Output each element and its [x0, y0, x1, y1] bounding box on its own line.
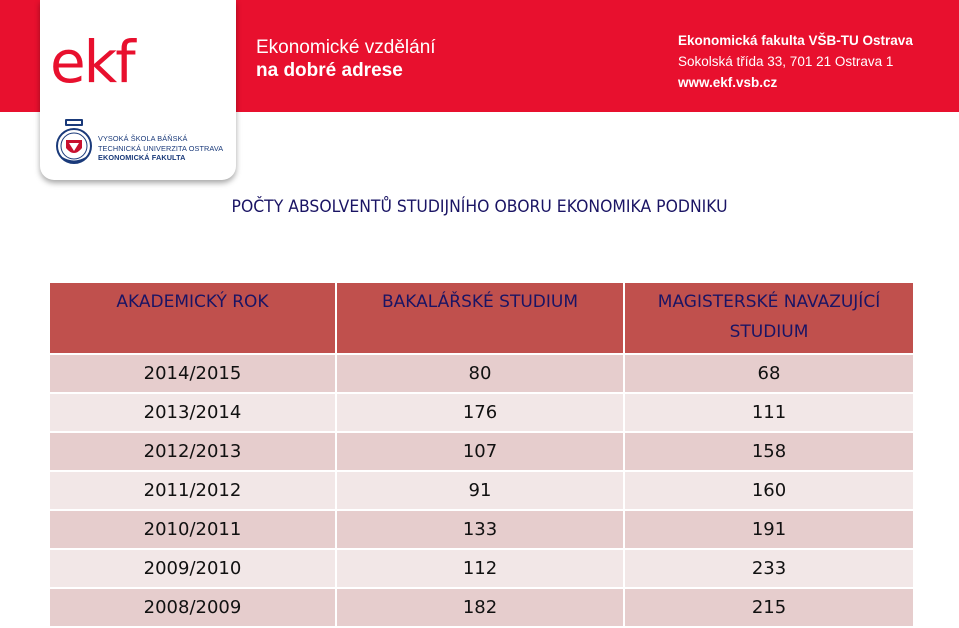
cell-master: 68 [624, 354, 913, 393]
university-line2: TECHNICKÁ UNIVERZITA OSTRAVA [98, 143, 224, 153]
cell-bachelor: 182 [336, 588, 624, 627]
cell-master: 160 [624, 471, 913, 510]
table-row [50, 549, 913, 588]
table-row [50, 393, 913, 432]
page-title: POČTY ABSOLVENTŮ STUDIJNÍHO OBORU EKONOMIKA PODNIKU [231, 197, 728, 217]
cell-master: 111 [624, 393, 913, 432]
cell-master: 233 [624, 549, 913, 588]
cell-year: 2014/2015 [50, 354, 336, 393]
cell-year: 2012/2013 [50, 432, 336, 471]
header-master-study: MAGISTERSKÉ NAVAZUJÍCÍ STUDIUM [624, 283, 913, 354]
header-academic-year: AKADEMICKÝ ROK [50, 283, 336, 354]
cell-master: 215 [624, 588, 913, 627]
table-row [50, 432, 913, 471]
table-row [50, 588, 913, 627]
cell-year: 2013/2014 [50, 393, 336, 432]
faculty-address: Sokolská třída 33, 701 21 Ostrava 1 [678, 54, 894, 69]
cell-year: 2010/2011 [50, 510, 336, 549]
table-row [50, 471, 913, 510]
cell-bachelor: 133 [336, 510, 624, 549]
ekf-logo: ekf [50, 28, 134, 96]
table-row [50, 354, 913, 393]
university-name [98, 134, 223, 163]
faculty-website: www.ekf.vsb.cz [678, 75, 778, 90]
cell-bachelor: 107 [336, 432, 624, 471]
cell-master: 191 [624, 510, 913, 549]
cell-year: 2011/2012 [50, 471, 336, 510]
cell-bachelor: 176 [336, 393, 624, 432]
cell-year: 2009/2010 [50, 549, 336, 588]
table-header-row [50, 283, 913, 354]
faculty-name: Ekonomická fakulta VŠB-TU Ostrava [678, 33, 913, 48]
university-line1: VYSOKÁ ŠKOLA BÁŇSKÁ [98, 134, 188, 143]
university-line3: EKONOMICKÁ FAKULTA [98, 153, 186, 162]
cell-bachelor: 91 [336, 471, 624, 510]
cell-master: 158 [624, 432, 913, 471]
cell-bachelor: 112 [336, 549, 624, 588]
header-bachelor-study: BAKALÁŘSKÉ STUDIUM [336, 283, 624, 354]
cell-bachelor: 80 [336, 354, 624, 393]
university-seal-icon [54, 118, 94, 166]
tagline-line1: Ekonomické vzdělání [256, 37, 436, 58]
faculty-info [678, 30, 913, 93]
tagline [256, 36, 436, 82]
cell-year: 2008/2009 [50, 588, 336, 627]
table-row [50, 510, 913, 549]
graduates-table [50, 283, 913, 628]
tagline-line2: na dobré adrese [256, 60, 403, 81]
